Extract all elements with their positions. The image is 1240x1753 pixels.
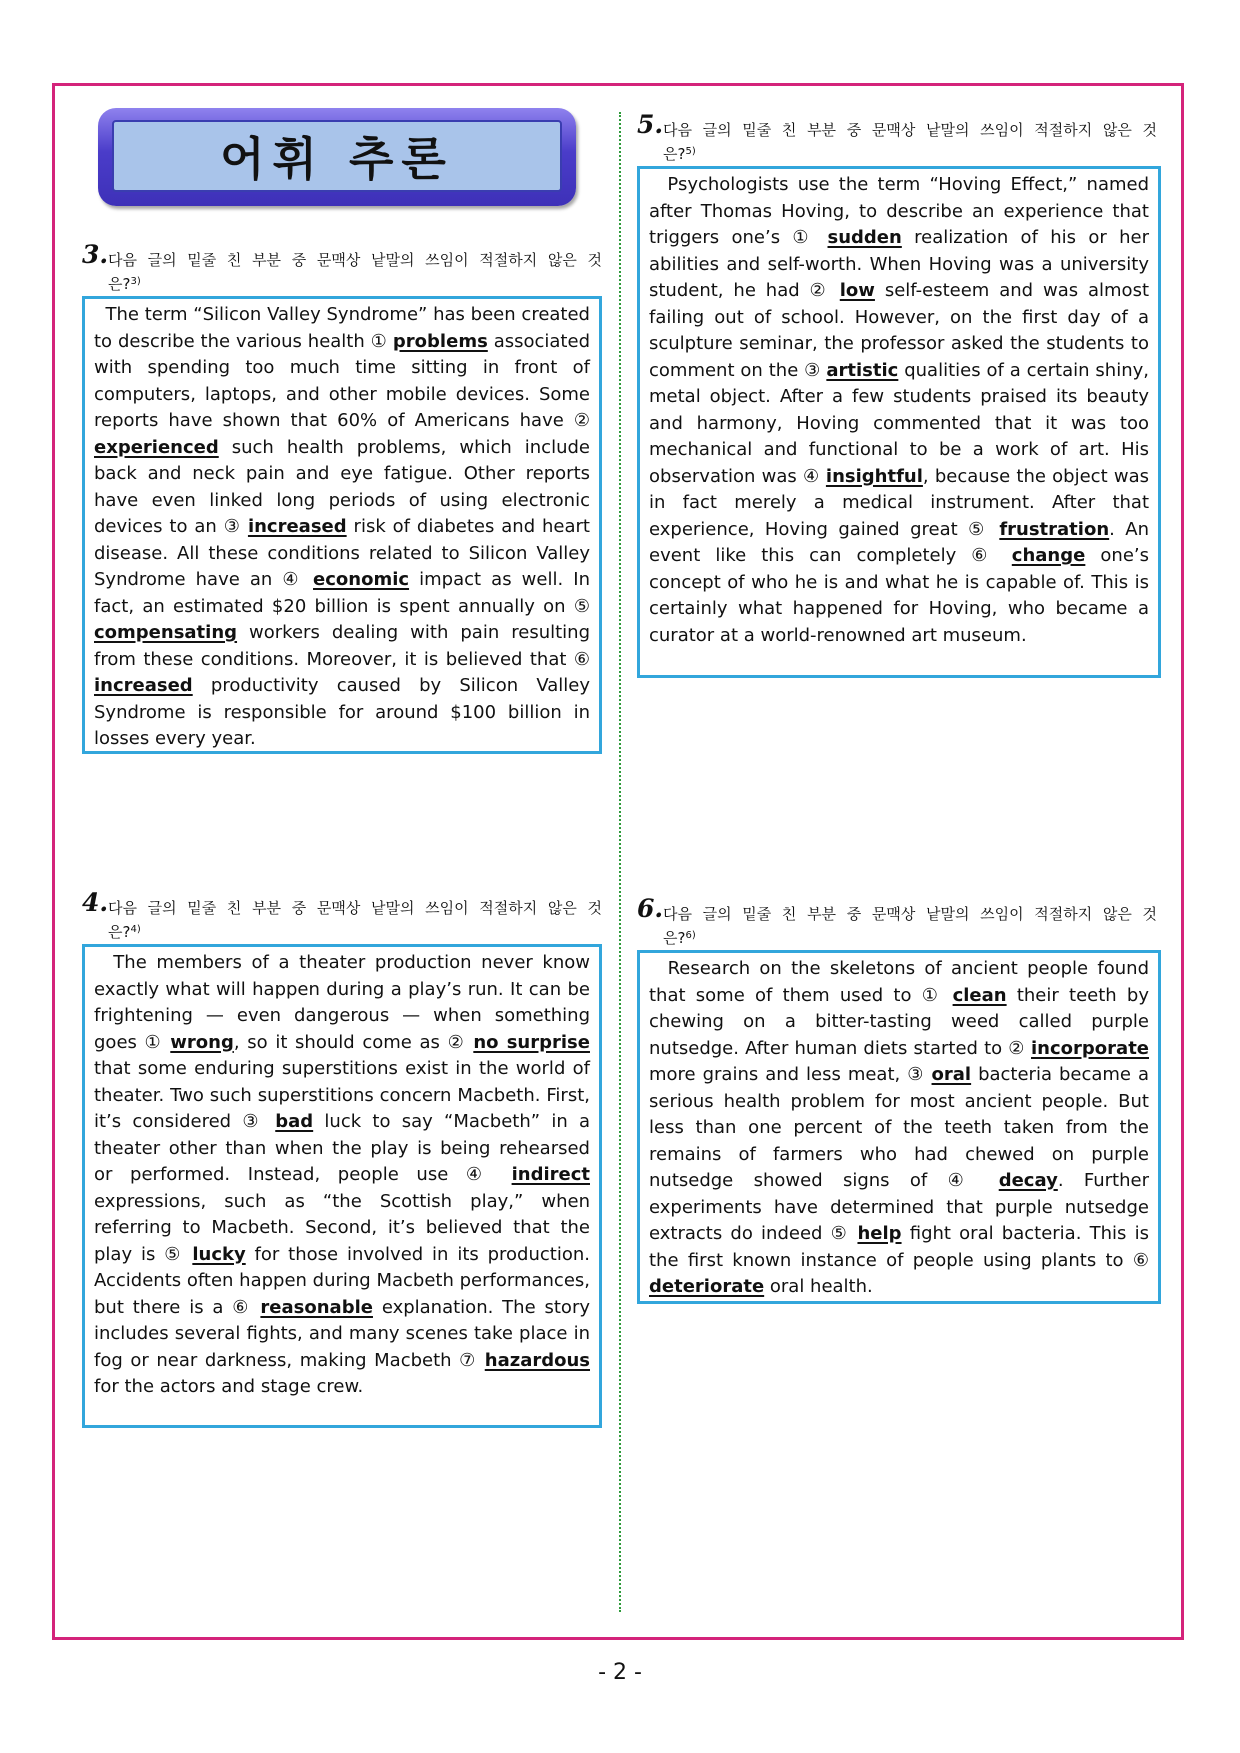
- footnote-ref: 5): [685, 146, 696, 157]
- question-prompt: 다음 글의 밑줄 친 부분 중 문맥상 낱말의 쓰임이 적절하지 않은 것: [108, 251, 602, 269]
- passage-segment: their teeth by chewing on a bitter-tasting weed called purple nutsedge. After human diets started to ②: [649, 984, 1149, 1059]
- underlined-word: increased: [247, 516, 347, 537]
- passage-segment: that some enduring superstitions exist in the world of theater. Two such superstitions concern Macbeth. First, it’s considered ③: [94, 1058, 590, 1132]
- passage-text: [94, 950, 590, 1401]
- question-number: 4.: [82, 888, 109, 917]
- passage-segment: , so it should come as ②: [233, 1031, 474, 1053]
- passage-box-4: [82, 944, 602, 1428]
- question-number: 5.: [637, 110, 664, 139]
- underlined-word: help: [857, 1223, 902, 1244]
- underlined-word: clean: [952, 984, 1007, 1006]
- question-prompt-end: 은?$^{4)}$: [108, 923, 141, 941]
- passage-segment: The members of a theater production never know exactly what will happen during a play’s run. It can be frightening — even dangerous — when something goes ①: [94, 952, 590, 1053]
- passage-segment: . An event like this can completely ⑥: [649, 518, 1149, 566]
- underlined-word: economic: [313, 569, 410, 590]
- passage-segment: The term “Silicon Valley Syndrome” has been created to describe the various health ①: [94, 304, 590, 352]
- passage-text: [649, 172, 1149, 649]
- underlined-word: compensating: [94, 622, 238, 643]
- passage-segment: risk of diabetes and heart disease. All these conditions related to Silicon Valley Syndrome have an ④: [94, 516, 590, 590]
- page-number: - 2 -: [598, 1660, 642, 1685]
- underlined-word: frustration: [999, 518, 1110, 540]
- passage-box-3: [82, 296, 602, 754]
- section-banner: [98, 108, 576, 206]
- passage-segment: bacteria became a serious health problem for most ancient people. But less than one percent of the teeth taken from the remains of farmers who had chewed on purple nutsedge showed signs of ④: [649, 1064, 1149, 1191]
- passage-segment: associated with spending too much time sitting in front of computers, laptops, and other mobile devices. Some reports have shown that 60% of Americans have ②: [94, 330, 590, 431]
- question-number: 6.: [637, 894, 664, 923]
- underlined-word: indirect: [511, 1164, 590, 1185]
- underlined-word: problems: [392, 330, 488, 352]
- underlined-word: oral: [931, 1064, 972, 1085]
- question-prompt: 다음 글의 밑줄 친 부분 중 문맥상 낱말의 쓰임이 적절하지 않은 것: [108, 899, 602, 917]
- passage-segment: for those involved in its production. Accidents often happen during Macbeth performances, but there is a ⑥: [94, 1243, 590, 1318]
- passage-segment: workers dealing with pain resulting from these conditions. Moreover, it is believed that ⑥: [94, 622, 590, 670]
- underlined-word: wrong: [170, 1031, 234, 1053]
- section-title: 어휘 추론: [220, 132, 454, 186]
- passage-segment: for the actors and stage crew.: [94, 1376, 364, 1397]
- question-prompt-end: 은?$^{6)}$: [663, 929, 696, 947]
- passage-segment: realization of his or her abilities and self-worth. When Hoving was a university student, he had ②: [649, 227, 1149, 301]
- column-divider: [619, 112, 621, 1612]
- question-prompt-end: 은?$^{5)}$: [663, 145, 696, 163]
- underlined-word: lucky: [192, 1243, 246, 1265]
- underlined-word: insightful: [825, 465, 923, 487]
- passage-box-5: [637, 166, 1161, 678]
- section-banner-inner: [112, 120, 562, 192]
- passage-segment: expressions, such as “the Scottish play,” when referring to Macbeth. Second, it’s believed that the play is ⑤: [94, 1190, 590, 1265]
- passage-segment: , because the object was in fact merely a medical instrument. After that experience, Hoving gained great ⑤: [649, 465, 1149, 540]
- underlined-word: artistic: [826, 359, 899, 381]
- underlined-word: low: [839, 280, 875, 301]
- question-number: 3.: [82, 240, 109, 269]
- passage-segment: . Further experiments have determined that purple nutsedge extracts do indeed ⑤: [649, 1170, 1149, 1244]
- passage-segment: qualities of a certain shiny, metal object. After a few students praised its beauty and harmony, Hoving commented that it was too mechanical and functional to be a work of art. His observation was ④: [649, 359, 1149, 487]
- question-header-5: [637, 110, 1157, 165]
- passage-segment: oral health.: [764, 1276, 873, 1297]
- underlined-word: experienced: [94, 436, 219, 458]
- underlined-word: hazardous: [484, 1349, 590, 1371]
- passage-box-6: [637, 950, 1161, 1304]
- passage-text: [94, 302, 590, 753]
- passage-segment: Research on the skeletons of ancient people found that some of them used to ①: [649, 958, 1150, 1006]
- underlined-word: no surprise: [473, 1031, 590, 1053]
- underlined-word: sudden: [827, 227, 902, 248]
- passage-text: [649, 956, 1149, 1301]
- underlined-word: bad: [275, 1111, 314, 1132]
- passage-segment: more grains and less meat, ③: [649, 1064, 932, 1085]
- question-prompt-end: 은?$^{3)}$: [108, 275, 141, 293]
- footnote-ref: 3): [130, 276, 141, 287]
- question-prompt: 다음 글의 밑줄 친 부분 중 문맥상 낱말의 쓰임이 적절하지 않은 것: [663, 121, 1157, 139]
- underlined-word: incorporate: [1031, 1037, 1149, 1059]
- question-header-4: [82, 888, 602, 943]
- underlined-word: deteriorate: [649, 1276, 765, 1297]
- underlined-word: reasonable: [260, 1296, 373, 1318]
- passage-segment: explanation. The story includes several fights, and many scenes take place in fog or near darkness, making Macbeth ⑦: [94, 1296, 590, 1371]
- passage-segment: self-esteem and was almost failing out of school. However, on the first day of a sculpture seminar, the professor asked the students to comment on the ③: [649, 280, 1150, 381]
- question-header-3: [82, 240, 602, 295]
- underlined-word: change: [1011, 545, 1086, 566]
- passage-segment: one’s concept of who he is and what he is capable of. This is certainly what happened for Hoving, who became a curator at a world-renowned art museum.: [649, 545, 1149, 646]
- passage-segment: such health problems, which include back and neck pain and eye fatigue. Other reports have even linked long periods of using electronic devices to an ③: [94, 436, 590, 537]
- underlined-word: increased: [94, 675, 193, 696]
- passage-segment: Psychologists use the term “Hoving Effect,” named after Thomas Hoving, to describe an experience that triggers one’s ①: [649, 174, 1150, 248]
- passage-segment: luck to say “Macbeth” in a theater other than when the play is being rehearsed or performed. Instead, people use ④: [94, 1111, 590, 1185]
- passage-segment: fight oral bacteria. This is the first known instance of people using plants to ⑥: [649, 1223, 1149, 1271]
- passage-segment: impact as well. In fact, an estimated $20 billion is spent annually on ⑤: [94, 569, 590, 617]
- underlined-word: decay: [998, 1170, 1058, 1191]
- question-prompt: 다음 글의 밑줄 친 부분 중 문맥상 낱말의 쓰임이 적절하지 않은 것: [663, 905, 1157, 923]
- passage-segment: productivity caused by Silicon Valley Syndrome is responsible for around $100 billion in losses every year.: [94, 675, 590, 749]
- footnote-ref: 6): [685, 930, 696, 941]
- footnote-ref: 4): [130, 924, 141, 935]
- question-header-6: [637, 894, 1157, 949]
